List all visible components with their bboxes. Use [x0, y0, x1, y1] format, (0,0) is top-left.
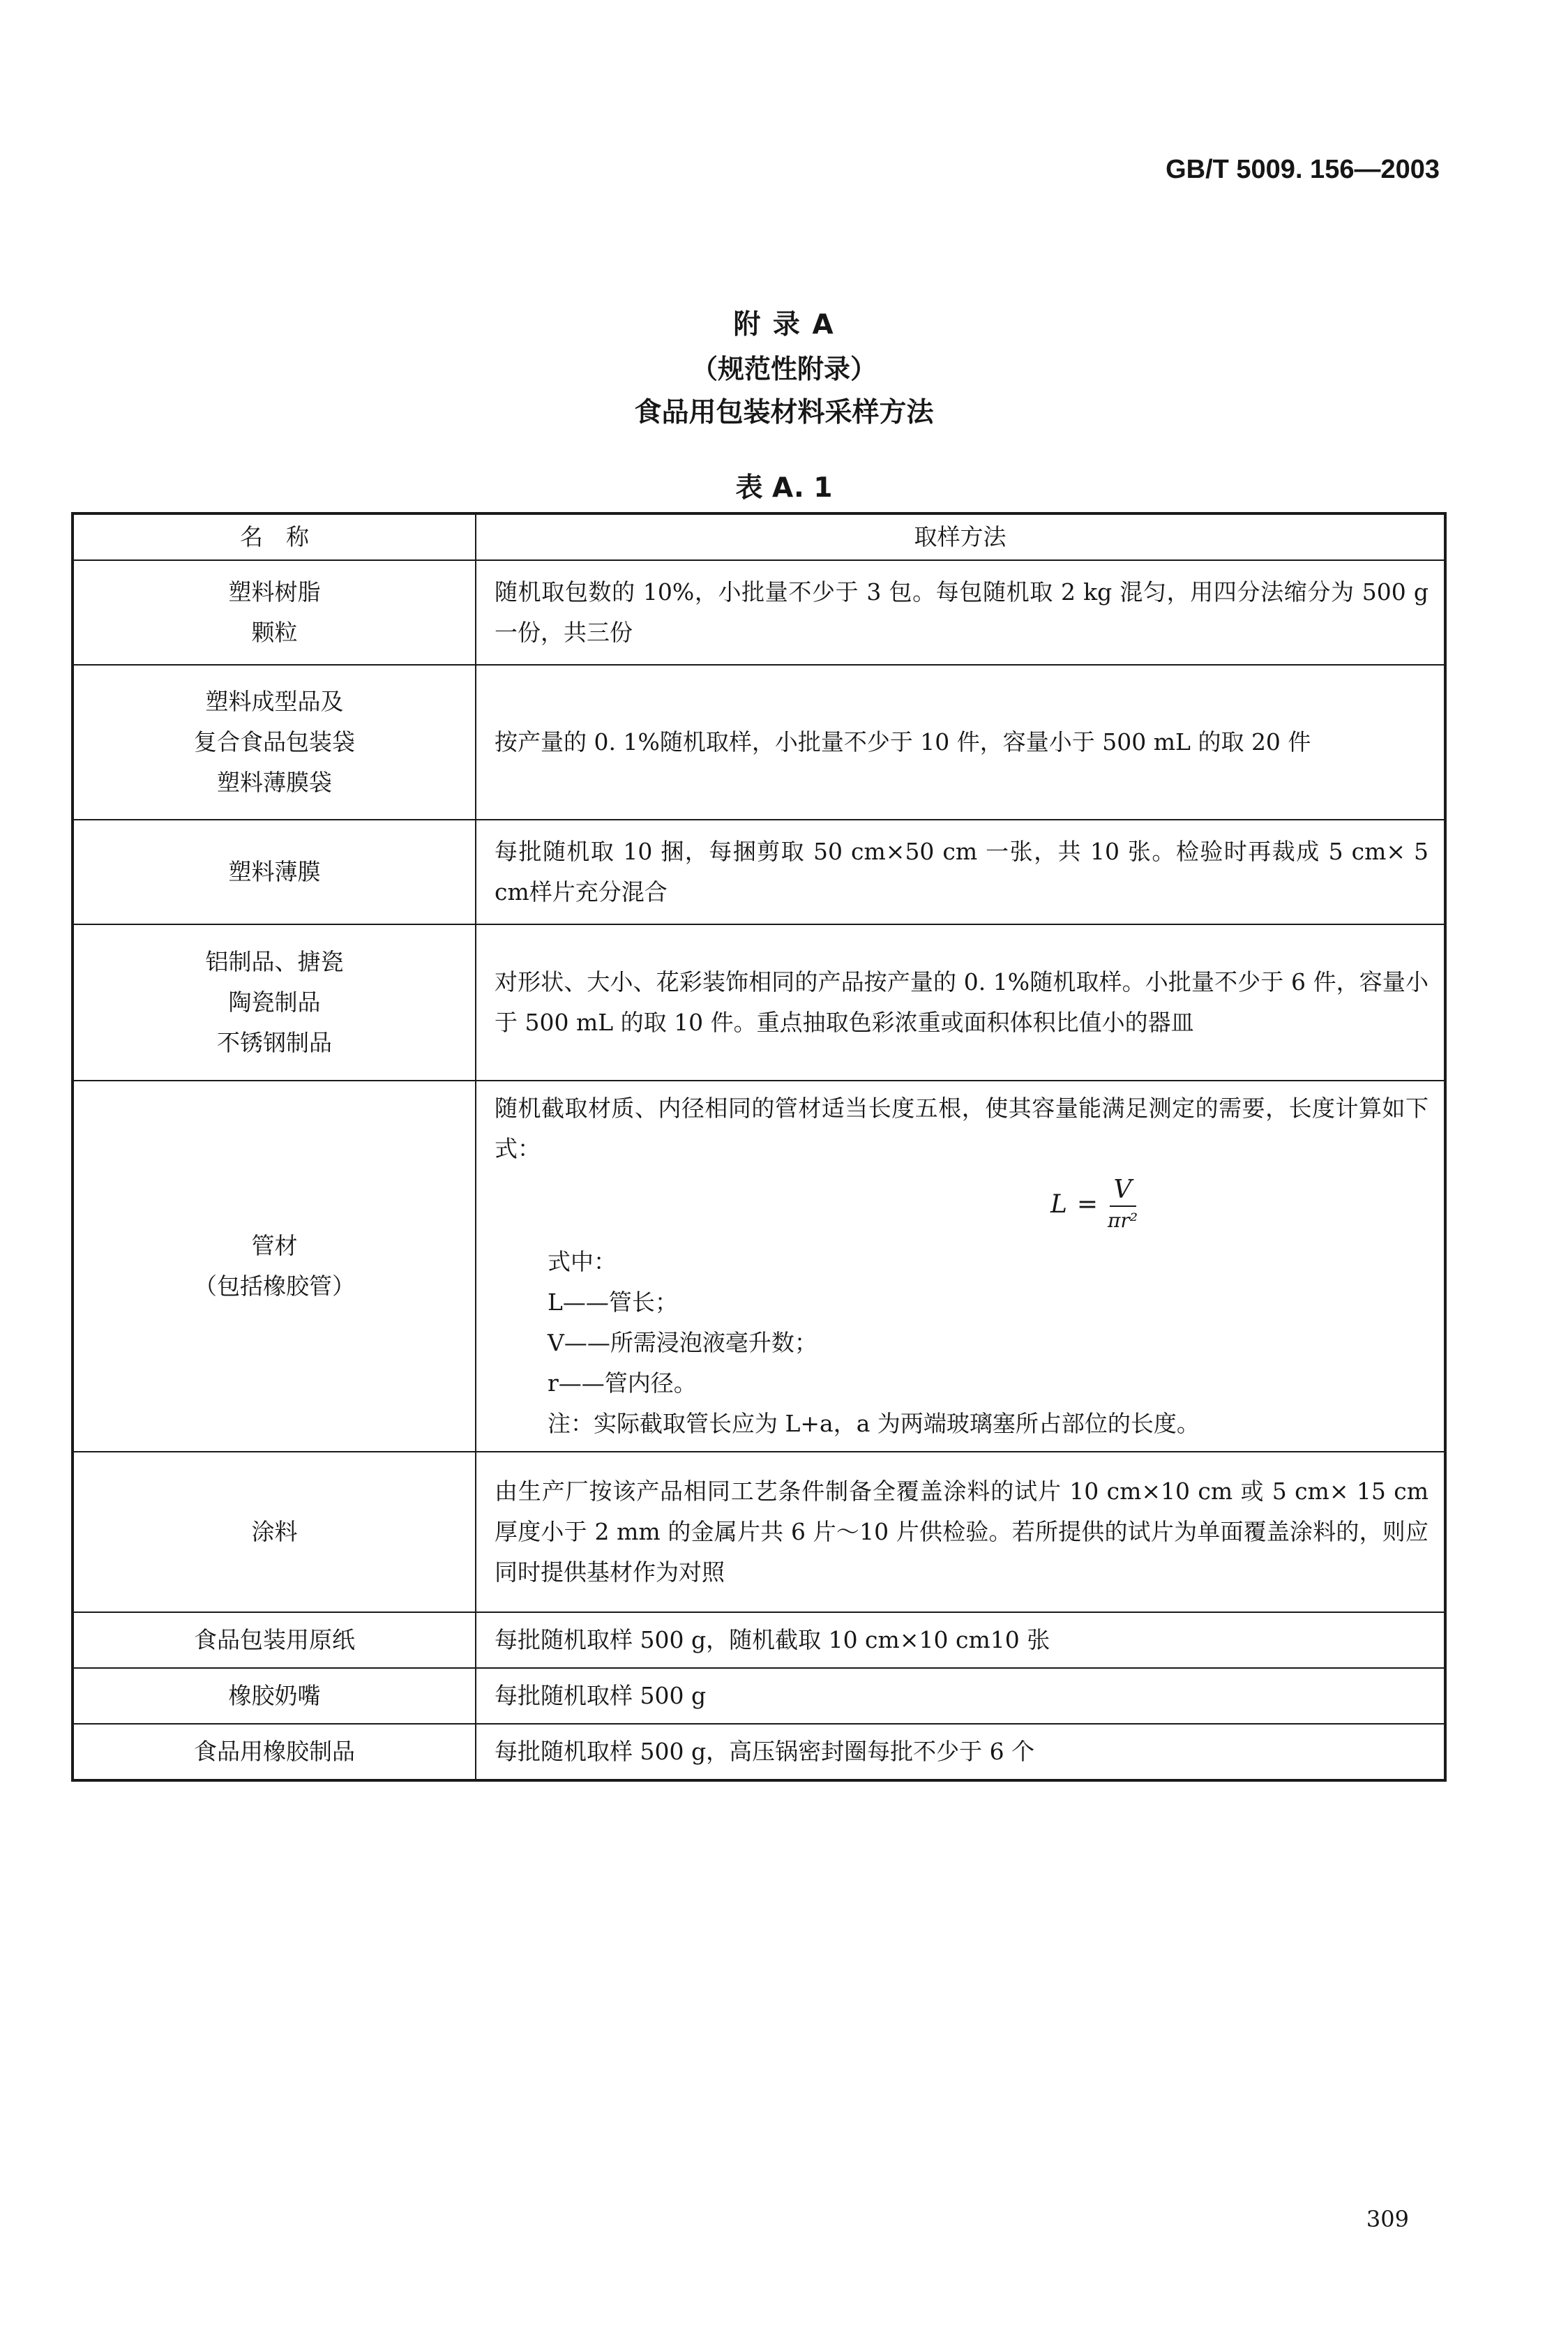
sampling-method: 每批随机取样 500 g，随机截取 10 cm×10 cm10 张 [476, 1612, 1445, 1668]
material-name-line: 陶瓷制品 [228, 989, 321, 1016]
material-name-line: 不锈钢制品 [217, 1029, 332, 1056]
formula-fraction [1108, 1175, 1138, 1235]
material-name-line: 涂料 [251, 1518, 298, 1545]
sampling-method: 对形状、大小、花彩装饰相同的产品按产量的 0. 1%随机取样。小批量不少于 6 件，容量小于 500 mL 的取 10 件。重点抽取色彩浓重或面积体积比值小的器皿 [476, 924, 1445, 1081]
header-method: 取样方法 [476, 513, 1445, 560]
material-name [73, 1724, 476, 1780]
table-row [73, 1081, 1445, 1452]
sampling-method: 每批随机取样 500 g，高压锅密封圈每批不少于 6 个 [476, 1724, 1445, 1780]
table-caption: 表 A. 1 [735, 472, 833, 504]
material-name [73, 1612, 476, 1668]
legend-item: L——管长； [548, 1289, 678, 1316]
material-name [73, 820, 476, 924]
material-name [73, 1081, 476, 1452]
sampling-methods-table [71, 512, 1447, 1782]
length-formula [495, 1175, 1428, 1235]
material-name-line: 塑料树脂 [228, 578, 321, 606]
method-intro: 随机截取材质、内径相同的管材适当长度五根，使其容量能满足测定的需要，长度计算如下式： [495, 1095, 1428, 1162]
page-number: 309 [1366, 2206, 1409, 2232]
material-name [73, 560, 476, 665]
sampling-method: 每批随机取 10 捆，每捆剪取 50 cm×50 cm 一张，共 10 张。检验时再裁成 5 cm× 5 cm样片充分混合 [476, 820, 1445, 924]
material-name-line: 颗粒 [251, 619, 298, 646]
table-row [73, 1452, 1445, 1612]
material-name-line: 塑料薄膜袋 [217, 769, 332, 796]
appendix-label: 附 录 A [733, 309, 835, 340]
sampling-method: 每批随机取样 500 g [476, 1668, 1445, 1724]
sampling-method: 随机取包数的 10%，小批量不少于 3 包。每包随机取 2 kg 混匀，用四分法缩分为 500 g 一份，共三份 [476, 560, 1445, 665]
table-row [73, 665, 1445, 820]
material-name-line: 食品用橡胶制品 [194, 1738, 355, 1765]
formula-denominator: πr² [1108, 1209, 1138, 1232]
material-name-line: 橡胶奶嘴 [228, 1682, 321, 1709]
material-name [73, 1668, 476, 1724]
material-name [73, 1452, 476, 1612]
legend-item: r——管内径。 [548, 1369, 697, 1397]
sampling-method: 按产量的 0. 1%随机取样，小批量不少于 10 件，容量小于 500 mL 的取 20 件 [476, 665, 1445, 820]
header-name: 名 称 [73, 513, 476, 560]
legend-item: V——所需浸泡液毫升数； [548, 1329, 817, 1356]
formula-numerator: V [1110, 1175, 1136, 1207]
table-header-row [73, 513, 1445, 560]
material-name [73, 924, 476, 1081]
material-name-line: 铝制品、搪瓷 [205, 948, 344, 975]
material-name-line: 管材 [251, 1232, 298, 1259]
table-row [73, 1612, 1445, 1668]
formula-lhs: L [1050, 1190, 1067, 1219]
appendix-title: 食品用包装材料采样方法 [634, 397, 934, 428]
legend-title: 式中： [548, 1248, 617, 1275]
table-row [73, 820, 1445, 924]
appendix-type: （规范性附录） [691, 354, 877, 384]
formula-note: 注：实际截取管长应为 L+a，a 为两端玻璃塞所占部位的长度。 [548, 1410, 1200, 1437]
sampling-method: 由生产厂按该产品相同工艺条件制备全覆盖涂料的试片 10 cm×10 cm 或 5 cm× 15 cm 厚度小于 2 mm 的金属片共 6 片～10 片供检验。若所提供的试片为单面覆盖涂料的，则应同时提供基材作为对照 [476, 1452, 1445, 1612]
material-name-line: 食品包装用原纸 [194, 1626, 355, 1653]
material-name [73, 665, 476, 820]
standard-code: GB/T 5009. 156—2003 [1166, 155, 1440, 184]
material-name-line: （包括橡胶管） [194, 1272, 355, 1300]
table-row [73, 1668, 1445, 1724]
material-name-line: 塑料成型品及 [205, 688, 344, 715]
material-name-line: 塑料薄膜 [228, 858, 321, 885]
table-row [73, 924, 1445, 1081]
sampling-method [476, 1081, 1445, 1452]
table-row [73, 1724, 1445, 1780]
formula-equals: = [1076, 1190, 1099, 1219]
material-name-line: 复合食品包装袋 [194, 728, 355, 756]
table-row [73, 560, 1445, 665]
